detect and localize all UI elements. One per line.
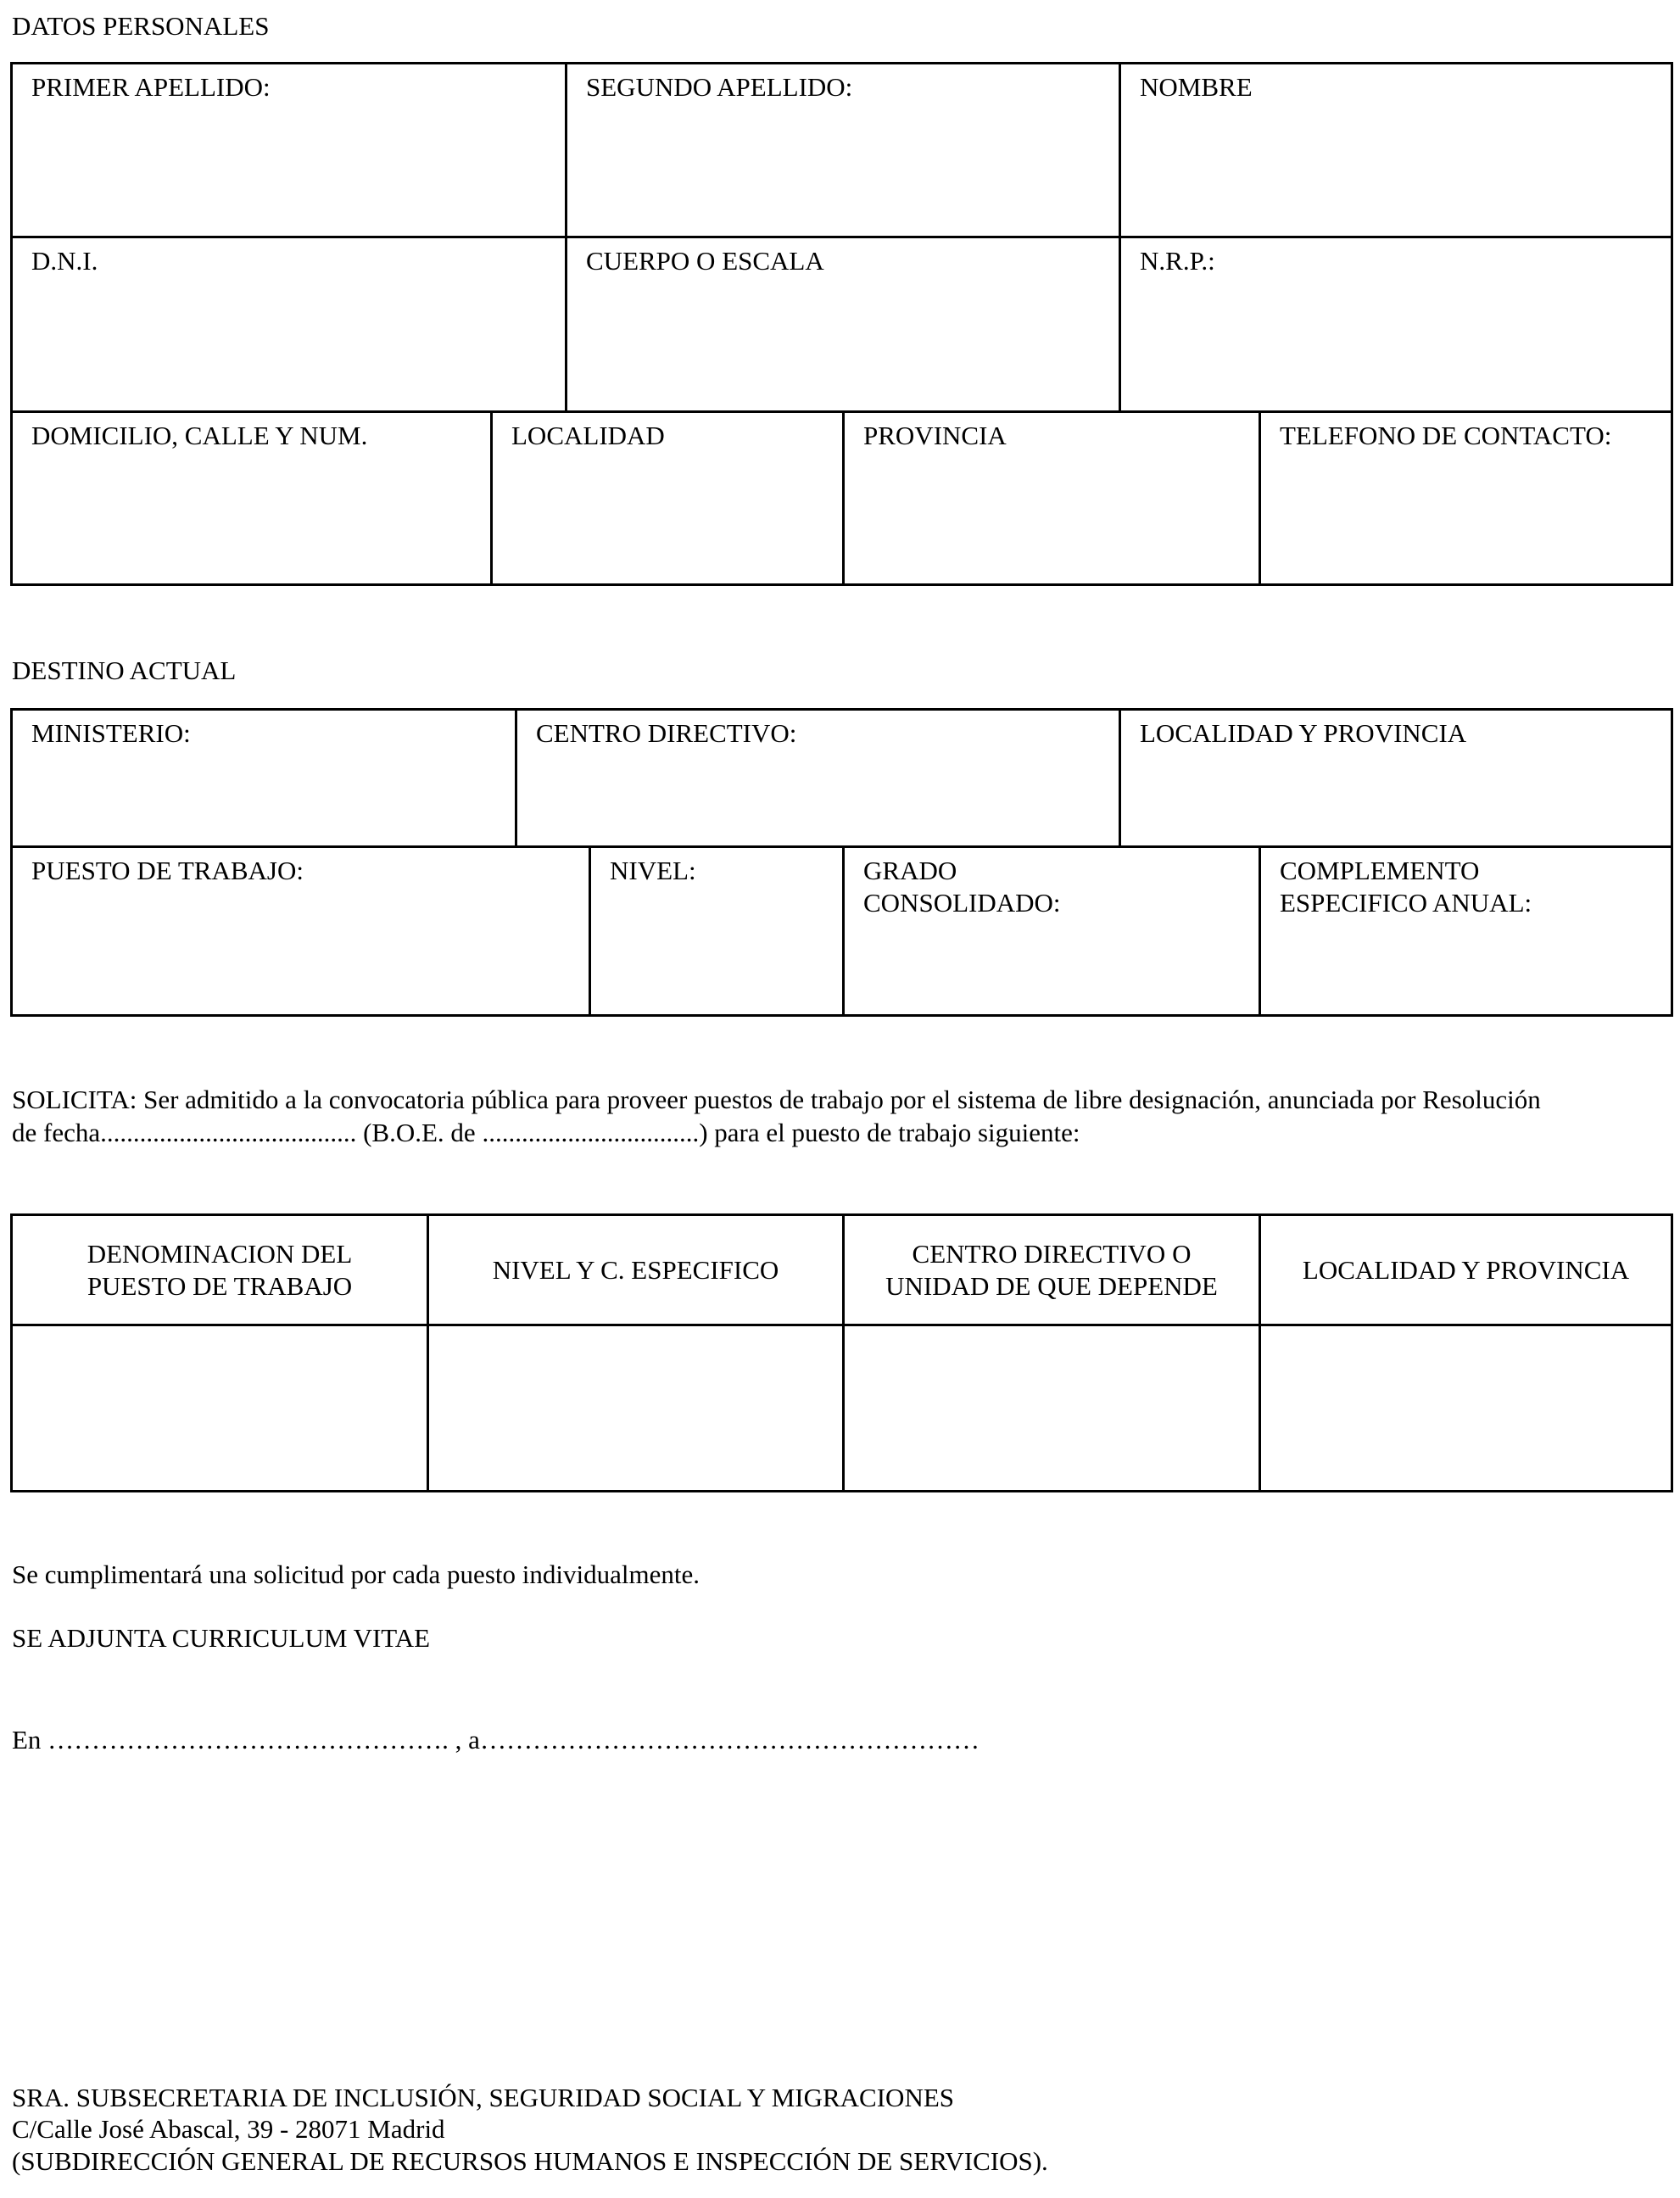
ministerio-field[interactable]	[13, 711, 517, 848]
footer-addressee: SRA. SUBSECRETARIA DE INCLUSIÓN, SEGURIDAD SOCIAL Y MIGRACIONES	[12, 2083, 955, 2112]
header-denominacion-label: DENOMINACION DEL PUESTO DE TRABAJO	[87, 1238, 353, 1301]
provincia-label: PROVINCIA	[863, 421, 1007, 450]
solicita-line-1: SOLICITA: Ser admitido a la convocatoria pública para proveer puestos de trabajo por el sistema de libre designación, anunciada por Resolución	[12, 1085, 1541, 1114]
curriculum-note: SE ADJUNTA CURRICULUM VITAE	[12, 1623, 431, 1653]
header-nivel-especifico	[429, 1216, 845, 1326]
header-localidad-provincia-label: LOCALIDAD Y PROVINCIA	[1302, 1254, 1630, 1285]
header-centro-directivo	[845, 1216, 1261, 1326]
provincia-field[interactable]	[845, 413, 1261, 583]
centro-directivo-field[interactable]	[517, 711, 1121, 848]
datos-personales-table	[10, 62, 1673, 586]
localidad-provincia-field[interactable]	[1121, 711, 1671, 848]
footer-department: (SUBDIRECCIÓN GENERAL DE RECURSOS HUMANOS E INSPECCIÓN DE SERVICIOS).	[12, 2146, 1048, 2176]
puesto-trabajo-field[interactable]	[13, 848, 591, 1014]
solicita-line-2: de fecha....................................... (B.O.E. de .................................) para el puesto de trabajo siguiente:	[12, 1118, 1080, 1147]
dni-label: D.N.I.	[31, 246, 98, 276]
dni-field[interactable]	[13, 238, 567, 413]
segundo-apellido-field[interactable]	[567, 64, 1121, 238]
datos-personales-heading: DATOS PERSONALES	[12, 11, 270, 41]
grado-consolidado-label: GRADO CONSOLIDADO:	[863, 856, 1061, 918]
localidad-provincia-input-cell[interactable]	[1261, 1326, 1671, 1490]
nrp-label: N.R.P.:	[1140, 246, 1215, 276]
puesto-trabajo-label: PUESTO DE TRABAJO:	[31, 856, 304, 885]
domicilio-label: DOMICILIO, CALLE Y NUM.	[31, 421, 368, 450]
primer-apellido-field[interactable]	[13, 64, 567, 238]
ministerio-label: MINISTERIO:	[31, 718, 191, 748]
segundo-apellido-label: SEGUNDO APELLIDO:	[586, 72, 853, 102]
telefono-label: TELEFONO DE CONTACTO:	[1280, 421, 1612, 450]
header-denominacion	[13, 1216, 429, 1326]
primer-apellido-label: PRIMER APELLIDO:	[31, 72, 271, 102]
destino-actual-heading: DESTINO ACTUAL	[12, 655, 237, 685]
grado-consolidado-field[interactable]	[845, 848, 1261, 1014]
individual-note: Se cumplimentará una solicitud por cada puesto individualmente.	[12, 1559, 700, 1589]
denominacion-input-cell[interactable]	[13, 1326, 429, 1490]
cuerpo-escala-field[interactable]	[567, 238, 1121, 413]
nivel-label: NIVEL:	[610, 856, 696, 885]
complemento-especifico-label: COMPLEMENTO ESPECIFICO ANUAL:	[1280, 856, 1532, 918]
domicilio-field[interactable]	[13, 413, 493, 583]
localidad-field[interactable]	[493, 413, 845, 583]
nivel-especifico-input-cell[interactable]	[429, 1326, 845, 1490]
destino-actual-table	[10, 708, 1673, 1017]
centro-directivo-input-cell[interactable]	[845, 1326, 1261, 1490]
puesto-solicitado-table	[10, 1213, 1673, 1492]
telefono-field[interactable]	[1261, 413, 1671, 583]
nrp-field[interactable]	[1121, 238, 1671, 413]
place-date-line[interactable]: En ………………………………………. , a…………………………………………………	[12, 1725, 980, 1754]
centro-directivo-label: CENTRO DIRECTIVO:	[536, 718, 797, 748]
cuerpo-escala-label: CUERPO O ESCALA	[586, 246, 824, 276]
localidad-label: LOCALIDAD	[511, 421, 665, 450]
nombre-label: NOMBRE	[1140, 72, 1253, 102]
complemento-especifico-field[interactable]	[1261, 848, 1671, 1014]
header-centro-directivo-label: CENTRO DIRECTIVO O UNIDAD DE QUE DEPENDE	[885, 1238, 1218, 1301]
footer-address: C/Calle José Abascal, 39 - 28071 Madrid	[12, 2114, 445, 2144]
localidad-provincia-label: LOCALIDAD Y PROVINCIA	[1140, 718, 1467, 748]
header-nivel-especifico-label: NIVEL Y C. ESPECIFICO	[492, 1254, 779, 1285]
header-localidad-provincia	[1261, 1216, 1671, 1326]
nivel-field[interactable]	[591, 848, 845, 1014]
nombre-field[interactable]	[1121, 64, 1671, 238]
